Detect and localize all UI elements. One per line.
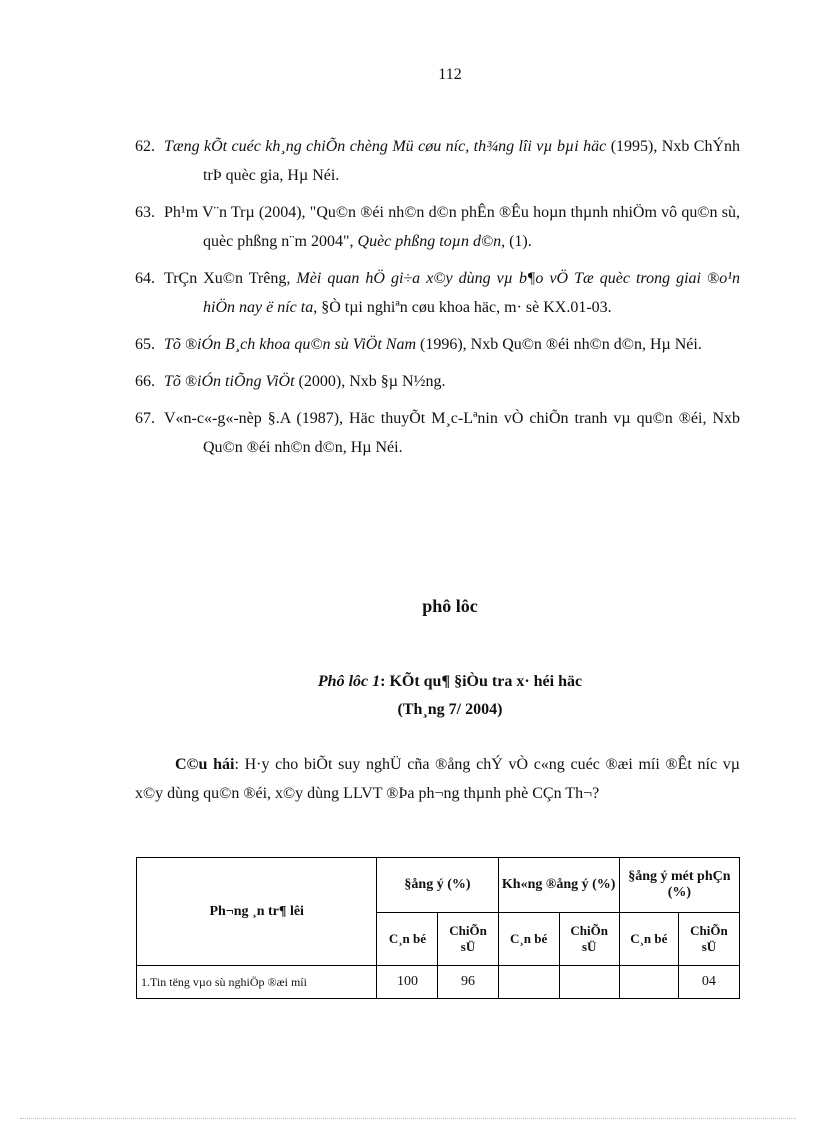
reference-item <box>135 330 740 359</box>
table-cell: 96 <box>438 966 498 999</box>
header-answer: Ph¬ng ¸n tr¶ lêi <box>137 858 377 966</box>
reference-number: 63. <box>135 204 155 221</box>
reference-item <box>135 264 740 322</box>
page-number: 112 <box>438 66 462 83</box>
survey-question <box>135 750 740 808</box>
reference-title: Tõ ®iÓn tiÕng ViÖt <box>164 373 295 390</box>
reference-item <box>135 404 740 462</box>
subheader-cell: C¸n bé <box>619 913 678 966</box>
reference-number: 65. <box>135 336 155 353</box>
question-text: : H·y cho biÕt suy nghÜ cña ®ång chÝ vÒ c«ng cuéc ®æi míi ®Êt níc vµ x©y dùng qu©n ®éi, x©y dùng LLVT ®Þa ph¬ng thµnh phè CÇn Th¬? <box>135 756 741 802</box>
subheader-cell: ChiÕn sÜ <box>678 913 739 966</box>
table-cell <box>619 966 678 999</box>
table-cell: 04 <box>678 966 739 999</box>
appendix-heading: phô lôc <box>422 596 478 616</box>
reference-number: 67. <box>135 410 155 427</box>
reference-item <box>135 367 740 396</box>
reference-item <box>135 198 740 256</box>
reference-text: , (1). <box>501 233 532 250</box>
table-cell <box>559 966 619 999</box>
reference-number: 66. <box>135 373 155 390</box>
header-agree: §ång ý (%) <box>377 858 498 913</box>
reference-text: (1996), Nxb Qu©n ®éi nh©n d©n, Hµ Néi. <box>416 336 702 353</box>
reference-title: Tæng kÕt cuéc kh¸ng chiÕn chèng Mü cøu níc, th¾ng lîi vµ bµi häc <box>164 138 607 155</box>
reference-item <box>135 132 740 190</box>
header-partly-agree: §ång ý mét phÇn (%) <box>619 858 739 913</box>
reference-text: TrÇn Xu©n Trêng, <box>164 270 297 287</box>
table-cell: 100 <box>377 966 438 999</box>
reference-text: Ph¹m V¨n Trµ (2004), "Qu©n ®éi nh©n d©n phÊn ®Êu hoµn thµnh nhiÖm vô qu©n sù, quèc phßng n¨m 2004", <box>164 204 740 250</box>
header-disagree: Kh«ng ®ång ý (%) <box>498 858 619 913</box>
reference-text: (2000), Nxb §µ N½ng. <box>294 373 446 390</box>
reference-list <box>135 132 740 470</box>
reference-title: Quèc phßng toµn d©n <box>357 233 502 250</box>
survey-table <box>136 857 740 999</box>
reference-title: Tõ ®iÓn B¸ch khoa qu©n sù ViÖt Nam <box>164 336 416 353</box>
reference-text: (1995), Nxb ChÝnh trÞ quèc gia, Hµ Néi. <box>203 138 740 184</box>
reference-text: V«n-c«-g«-nèp §.A (1987), Häc thuyÕt M¸c-Lªnin vÒ chiÕn tranh vµ qu©n ®éi, Nxb Qu©n ®éi nh©n d©n, Hµ Néi. <box>164 410 740 456</box>
question-label: C©u hái <box>175 756 235 773</box>
table-header-row <box>137 858 740 913</box>
subheader-cell: ChiÕn sÜ <box>559 913 619 966</box>
appendix-title-label: Phô lôc 1 <box>317 673 381 690</box>
subheader-cell: C¸n bé <box>377 913 438 966</box>
subheader-cell: ChiÕn sÜ <box>438 913 498 966</box>
subheader-cell: C¸n bé <box>498 913 559 966</box>
table-cell <box>498 966 559 999</box>
reference-text: , §Ò tµi nghiªn cøu khoa häc, m· sè KX.01-03. <box>313 299 612 316</box>
reference-number: 64. <box>135 270 155 287</box>
appendix-title-text: : KÕt qu¶ §iÒu tra x· héi häc <box>380 673 583 690</box>
appendix-subtitle: (Th¸ng 7/ 2004) <box>397 701 503 718</box>
appendix-title <box>0 668 816 724</box>
footer-divider <box>20 1118 796 1119</box>
reference-title: Mèi quan hÖ gi÷a x©y dùng vµ b¶o vÖ Tæ quèc trong giai ®o¹n hiÖn nay ë níc ta <box>203 270 740 316</box>
table-cell-answer: 1.Tin tëng vµo sù nghiÖp ®æi míi <box>137 966 377 999</box>
table-row <box>137 966 740 999</box>
reference-number: 62. <box>135 138 155 155</box>
